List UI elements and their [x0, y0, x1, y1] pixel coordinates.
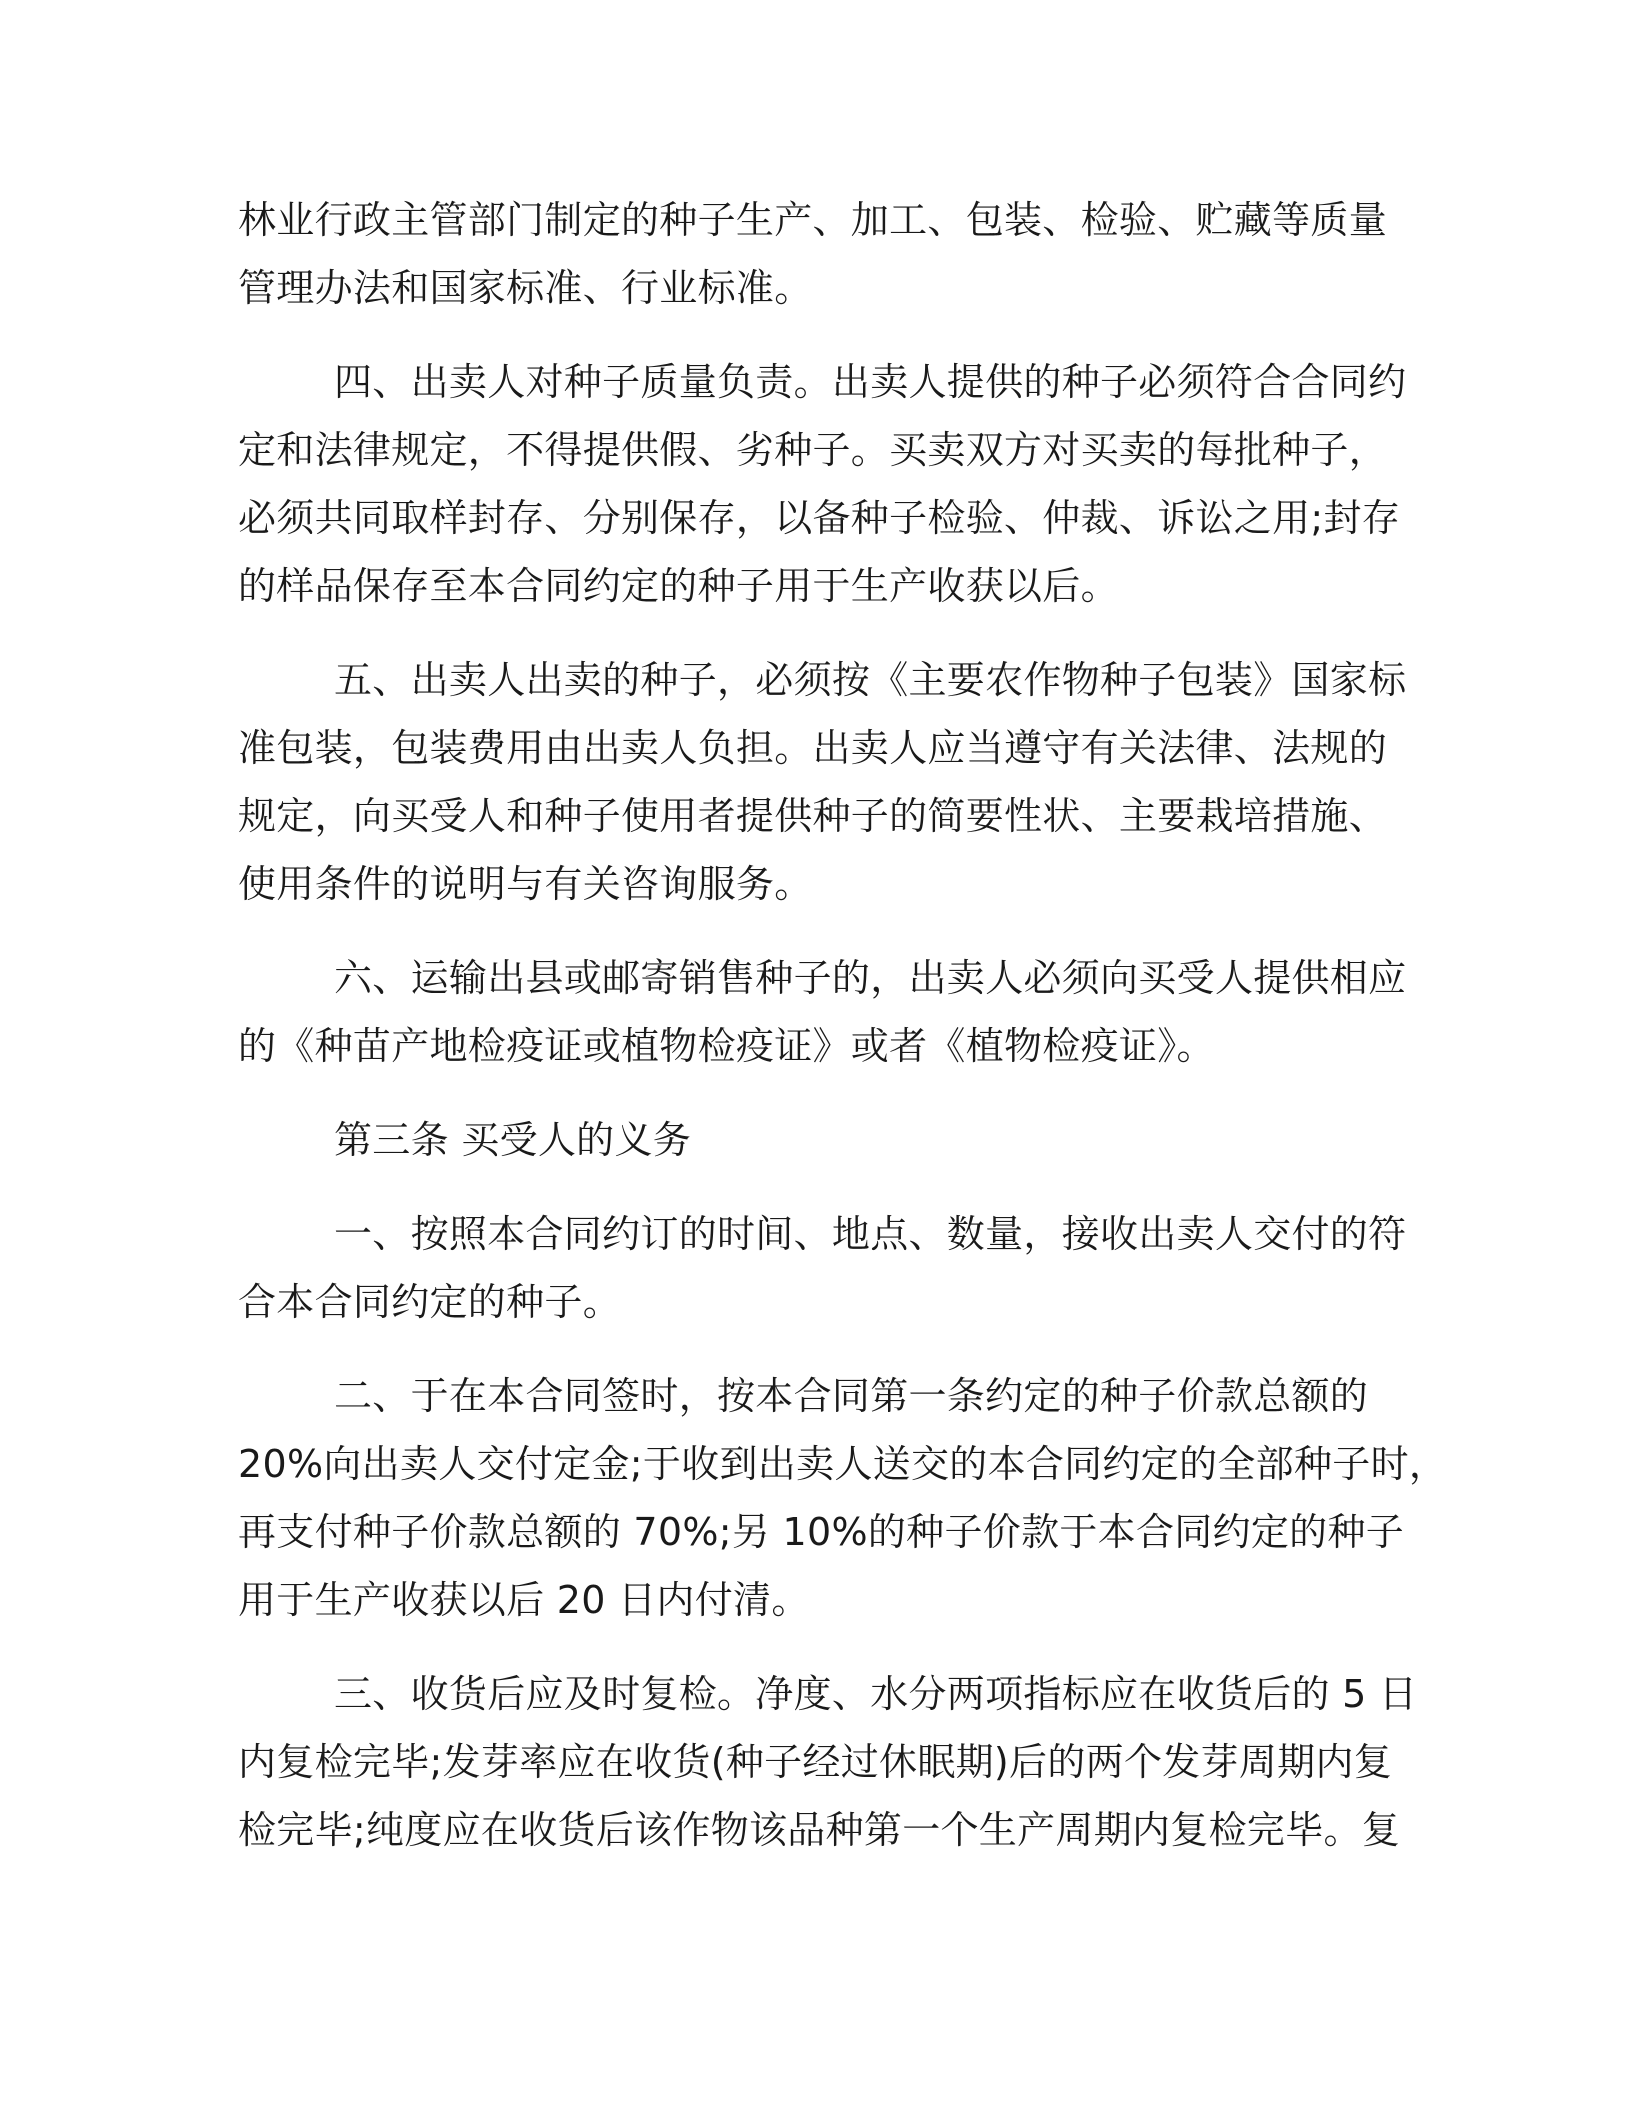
text-line: 检完毕;纯度应在收货后该作物该品种第一个生产周期内复检完毕。复: [238, 1808, 1401, 1852]
text-line: 一、按照本合同约订的时间、地点、数量，接收出卖人交付的符: [334, 1212, 1407, 1256]
text-line: 的《种苗产地检疫证或植物检疫证》或者《植物检疫证》。: [238, 1024, 1215, 1068]
text-line: 的样品保存至本合同约定的种子用于生产收获以后。: [238, 564, 1119, 608]
text-line: 管理办法和国家标准、行业标准。: [238, 266, 813, 310]
section-heading: [238, 1106, 1394, 1174]
text-line: 规定，向买受人和种子使用者提供种子的简要性状、主要栽培措施、: [238, 794, 1388, 838]
text-line: 用于生产收获以后 20 日内付清。: [238, 1578, 810, 1622]
text-line: 六、运输出县或邮寄销售种子的，出卖人必须向买受人提供相应: [334, 956, 1407, 1000]
text-line: 二、于在本合同签时，按本合同第一条约定的种子价款总额的: [334, 1374, 1369, 1418]
paragraph-8: [238, 1660, 1418, 1864]
text-line: 准包装，包装费用由出卖人负担。出卖人应当遵守有关法律、法规的: [238, 726, 1388, 770]
text-line: 20%向出卖人交付定金;于收到出卖人送交的本合同约定的全部种子时，: [238, 1442, 1448, 1486]
paragraph-4: [238, 944, 1407, 1080]
paragraph-6: [238, 1200, 1407, 1336]
text-line: 再支付种子价款总额的 70%;另 10%的种子价款于本合同约定的种子: [238, 1510, 1405, 1554]
section-title: 第三条 买受人的义务: [334, 1118, 692, 1162]
text-line: 五、出卖人出卖的种子，必须按《主要农作物种子包装》国家标: [334, 658, 1407, 702]
text-line: 内复检完毕;发芽率应在收货(种子经过休眠期)后的两个发芽周期内复: [238, 1740, 1393, 1784]
text-line: 合本合同约定的种子。: [238, 1280, 622, 1324]
text-line: 定和法律规定，不得提供假、劣种子。买卖双方对买卖的每批种子，: [238, 428, 1388, 472]
text-line: 三、收货后应及时复检。净度、水分两项指标应在收货后的 5 日: [334, 1672, 1418, 1716]
paragraph-1: [238, 186, 1394, 322]
text-line: 必须共同取样封存、分别保存，以备种子检验、仲裁、诉讼之用;封存: [238, 496, 1401, 540]
text-line: 林业行政主管部门制定的种子生产、加工、包装、检验、贮藏等质量: [238, 198, 1388, 242]
paragraph-2: [238, 348, 1407, 620]
paragraph-3: [238, 646, 1407, 918]
document-body: [238, 186, 1448, 1890]
text-line: 四、出卖人对种子质量负责。出卖人提供的种子必须符合合同约: [334, 360, 1407, 404]
paragraph-7: [238, 1362, 1448, 1634]
text-line: 使用条件的说明与有关咨询服务。: [238, 862, 813, 906]
